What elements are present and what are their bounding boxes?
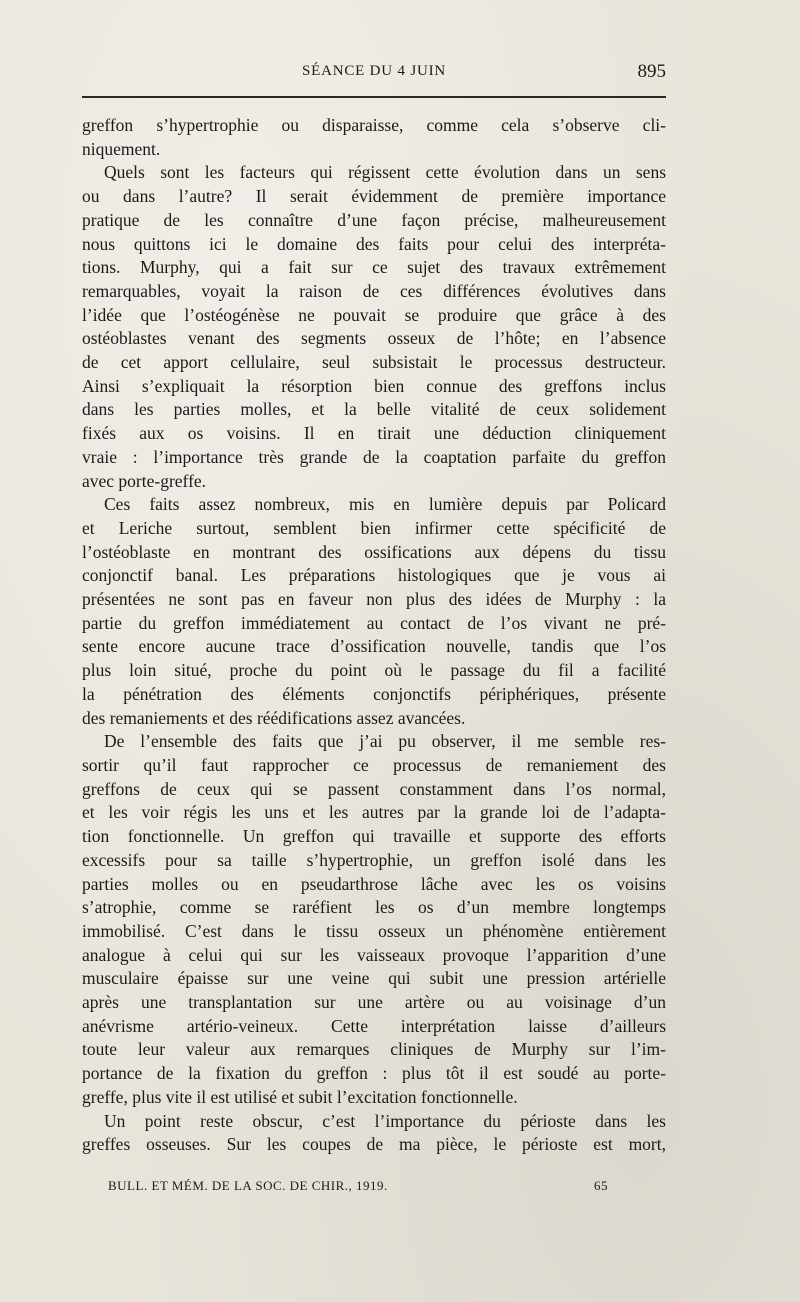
text-line: dans les parties molles, et la belle vitalité de ceux solidement	[82, 399, 666, 420]
text-line: des remaniements et des réédifications assez avancées.	[82, 707, 466, 728]
text-line: analogue à celui qui sur les vaisseaux provoque l’apparition d’une	[82, 944, 666, 965]
text-line: niquement.	[82, 138, 161, 159]
text-line: portance de la fixation du greffon : plus tôt il est soudé au porte-	[82, 1063, 666, 1084]
running-title: SÉANCE DU 4 JUIN	[301, 63, 447, 79]
text-line: Quels sont les facteurs qui régissent cette évolution dans un sens	[104, 162, 666, 183]
text-line: ostéoblastes venant des segments osseux de l’hôte; en l’absence	[82, 328, 666, 349]
text-line: conjonctif banal. Les préparations histologiques que je vous ai	[82, 565, 666, 586]
text-line: la pénétration des éléments conjonctifs périphériques, présente	[82, 683, 666, 704]
text-line: sortir qu’il faut rapprocher ce processus de remaniement des	[82, 754, 666, 775]
text-line: fixés aux os voisins. Il en tirait une déduction cliniquement	[82, 423, 666, 444]
text-line: nous quittons ici le domaine des faits pour celui des interpréta-	[82, 233, 666, 254]
journal-citation: BULL. ET MÉM. DE LA SOC. DE CHIR., 1919.	[108, 1178, 388, 1193]
text-line: plus loin situé, proche du point où le passage du fil a facilité	[82, 660, 666, 681]
text-line: après une transplantation sur une artère ou au voisinage d’un	[82, 992, 666, 1013]
text-line: tions. Murphy, qui a fait sur ce sujet des travaux extrêmement	[82, 257, 666, 278]
text-line: anévrisme artério-veineux. Cette interprétation laisse d’ailleurs	[82, 1015, 666, 1036]
text-line: s’atrophie, comme se raréfient les os d’un membre longtemps	[82, 897, 666, 918]
text-line: sente encore aucune trace d’ossification nouvelle, tandis que l’os	[82, 636, 666, 657]
text-line: greffon s’hypertrophie ou disparaisse, comme cela s’observe cli-	[82, 115, 666, 135]
text-line: l’idée que l’ostéogénèse ne pouvait se produire que grâce à des	[82, 304, 666, 325]
text-line: immobilisé. C’est dans le tissu osseux un phénomène entièrement	[82, 920, 666, 941]
text-line: Un point reste obscur, c’est l’importance du périoste dans les	[104, 1110, 666, 1131]
text-line: toute leur valeur aux remarques cliniques de Murphy sur l’im-	[82, 1039, 666, 1060]
text-line: De l’ensemble des faits que j’ai pu observer, il me semble res-	[104, 731, 666, 752]
text-line: Ces faits assez nombreux, mis en lumière depuis par Policard	[104, 494, 666, 515]
body-text	[82, 114, 666, 1157]
text-line: avec porte-greffe.	[82, 470, 207, 491]
text-line: de cet apport cellulaire, seul subsistait le processus destructeur.	[82, 352, 666, 373]
text-line: musculaire épaisse sur une veine qui subit une pression artérielle	[82, 968, 666, 989]
header-rule	[82, 96, 666, 98]
text-line: greffons de ceux qui se passent constamment dans l’os normal,	[82, 778, 666, 799]
text-line: pratique de les connaître d’une façon précise, malheureusement	[82, 209, 666, 230]
text-line: l’ostéoblaste en montrant des ossifications aux dépens du tissu	[82, 541, 666, 562]
text-line: présentées ne sont pas en faveur non plus des idées de Murphy : la	[82, 589, 666, 610]
text-line: ou dans l’autre? Il serait évidemment de première importance	[82, 186, 666, 207]
signature-mark: 65	[594, 1178, 608, 1193]
page-number: 895	[637, 61, 666, 82]
text-line: tion fonctionnelle. Un greffon qui travaille et supporte des efforts	[82, 826, 666, 847]
text-line: et Leriche surtout, semblent bien infirmer cette spécificité de	[82, 517, 666, 538]
text-line: Ainsi s’expliquait la résorption bien connue des greffons inclus	[82, 375, 666, 396]
text-line: partie du greffon immédiatement au contact de l’os vivant ne pré-	[82, 612, 666, 633]
page-header	[82, 60, 666, 84]
text-line: greffes osseuses. Sur les coupes de ma pièce, le périoste est mort,	[82, 1134, 666, 1155]
text-line: et les voir régis les uns et les autres par la grande loi de l’adapta-	[82, 802, 666, 823]
text-line: excessifs pour sa taille s’hypertrophie, un greffon isolé dans les	[82, 849, 666, 870]
page-footer	[108, 1178, 608, 1198]
text-line: parties molles ou en pseudarthrose lâche avec les os voisins	[82, 873, 666, 894]
text-line: greffe, plus vite il est utilisé et subit l’excitation fonctionnelle.	[82, 1086, 518, 1107]
text-line: vraie : l’importance très grande de la coaptation parfaite du greffon	[82, 446, 666, 467]
text-line: remarquables, voyait la raison de ces différences évolutives dans	[82, 280, 666, 301]
